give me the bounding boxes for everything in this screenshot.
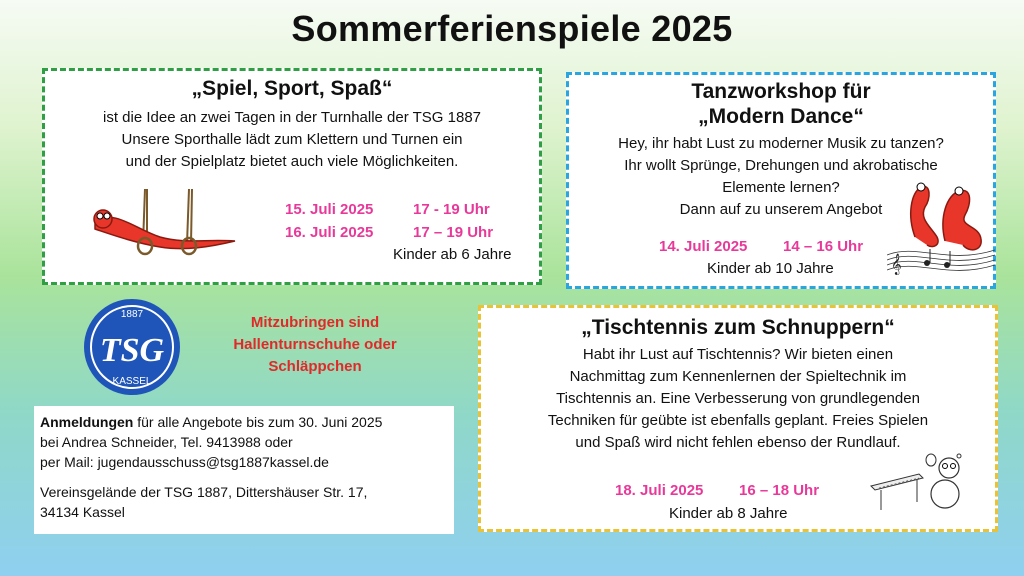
tsg-logo — [82, 297, 182, 397]
registration-box — [34, 406, 454, 534]
table-tennis-date: 18. Juli 2025 — [615, 482, 704, 499]
bring-line-2: Hallenturnschuhe oder — [233, 336, 397, 353]
logo-city: KASSEL — [112, 376, 152, 387]
sport-heading: „Spiel, Sport, Spaß“ — [191, 77, 393, 100]
sport-line: und der Spielplatz bietet auch viele Möglichkeiten. — [125, 153, 459, 170]
table-tennis-time: 16 – 18 Uhr — [739, 482, 820, 499]
sport-date-1: 15. Juli 2025 — [285, 201, 374, 218]
registration-city: 34134 Kassel — [40, 504, 125, 520]
registration-label: Anmeldungen — [40, 414, 134, 430]
sport-box — [42, 68, 542, 285]
table-tennis-age: Kinder ab 8 Jahre — [669, 505, 788, 522]
dance-line: Ihr wollt Sprünge, Drehungen und akrobatische — [624, 157, 938, 174]
dance-line: Hey, ihr habt Lust zu moderner Musik zu tanzen? — [618, 135, 944, 152]
logo-year: 1887 — [120, 309, 144, 320]
worm-gymnast-illustration — [85, 189, 245, 264]
sport-date-2: 16. Juli 2025 — [285, 224, 374, 241]
table-tennis-line: Techniken für geübte ist ebenfalls geplant. Freies Spielen — [547, 412, 929, 429]
registration-text — [40, 412, 382, 522]
svg-text:𝄞: 𝄞 — [891, 254, 902, 275]
dance-line: Dann auf zu unserem Angebot — [679, 201, 883, 218]
table-tennis-line: Tischtennis an. Eine Verbesserung von grundlegenden — [556, 390, 920, 407]
dance-heading-line-1: Tanzworkshop für — [691, 80, 871, 103]
table-tennis-heading: „Tischtennis zum Schnuppern“ — [581, 316, 895, 339]
bring-line-1: Mitzubringen sind — [250, 314, 380, 331]
sport-age: Kinder ab 6 Jahre — [393, 246, 512, 263]
sport-line: Unsere Sporthalle lädt zum Klettern und Turnen ein — [121, 131, 463, 148]
bring-line-3: Schläppchen — [268, 358, 362, 375]
table-tennis-line: Habt ihr Lust auf Tischtennis? Wir bieten einen — [582, 346, 894, 363]
dance-age: Kinder ab 10 Jahre — [707, 260, 834, 277]
registration-address: Vereinsgelände der TSG 1887, Dittershäuser Str. 17, — [40, 484, 368, 500]
page-title: Sommerferienspiele 2025 — [291, 8, 733, 49]
dance-line: Elemente lernen? — [722, 179, 840, 196]
dance-heading — [569, 79, 993, 129]
registration-email: per Mail: jugendausschuss@tsg1887kassel.de — [40, 454, 329, 470]
table-tennis-line: und Spaß wird nicht fehlen ebenso der Rundlauf. — [575, 434, 901, 451]
dance-box — [566, 72, 996, 289]
dancing-worms-illustration — [887, 175, 995, 283]
table-tennis-box — [478, 305, 998, 532]
registration-deadline: für alle Angebote bis zum 30. Juni 2025 — [133, 414, 383, 430]
sport-description — [45, 107, 539, 173]
bring-along-note — [200, 312, 430, 378]
sport-time-1: 17 - 19 Uhr — [413, 201, 490, 218]
dance-date: 14. Juli 2025 — [659, 238, 748, 255]
sport-time-2: 17 – 19 Uhr — [413, 224, 494, 241]
registration-contact: bei Andrea Schneider, Tel. 9413988 oder — [40, 434, 293, 450]
dance-time: 14 – 16 Uhr — [783, 238, 864, 255]
dance-heading-line-2: „Modern Dance“ — [698, 105, 864, 128]
logo-letters: TSG — [99, 332, 165, 369]
sport-line: ist die Idee an zwei Tagen in der Turnhalle der TSG 1887 — [102, 109, 482, 126]
table-tennis-line: Nachmittag zum Kennenlernen der Spieltechnik im — [569, 368, 907, 385]
table-tennis-description — [481, 344, 995, 454]
table-tennis-worm-illustration — [869, 448, 969, 518]
